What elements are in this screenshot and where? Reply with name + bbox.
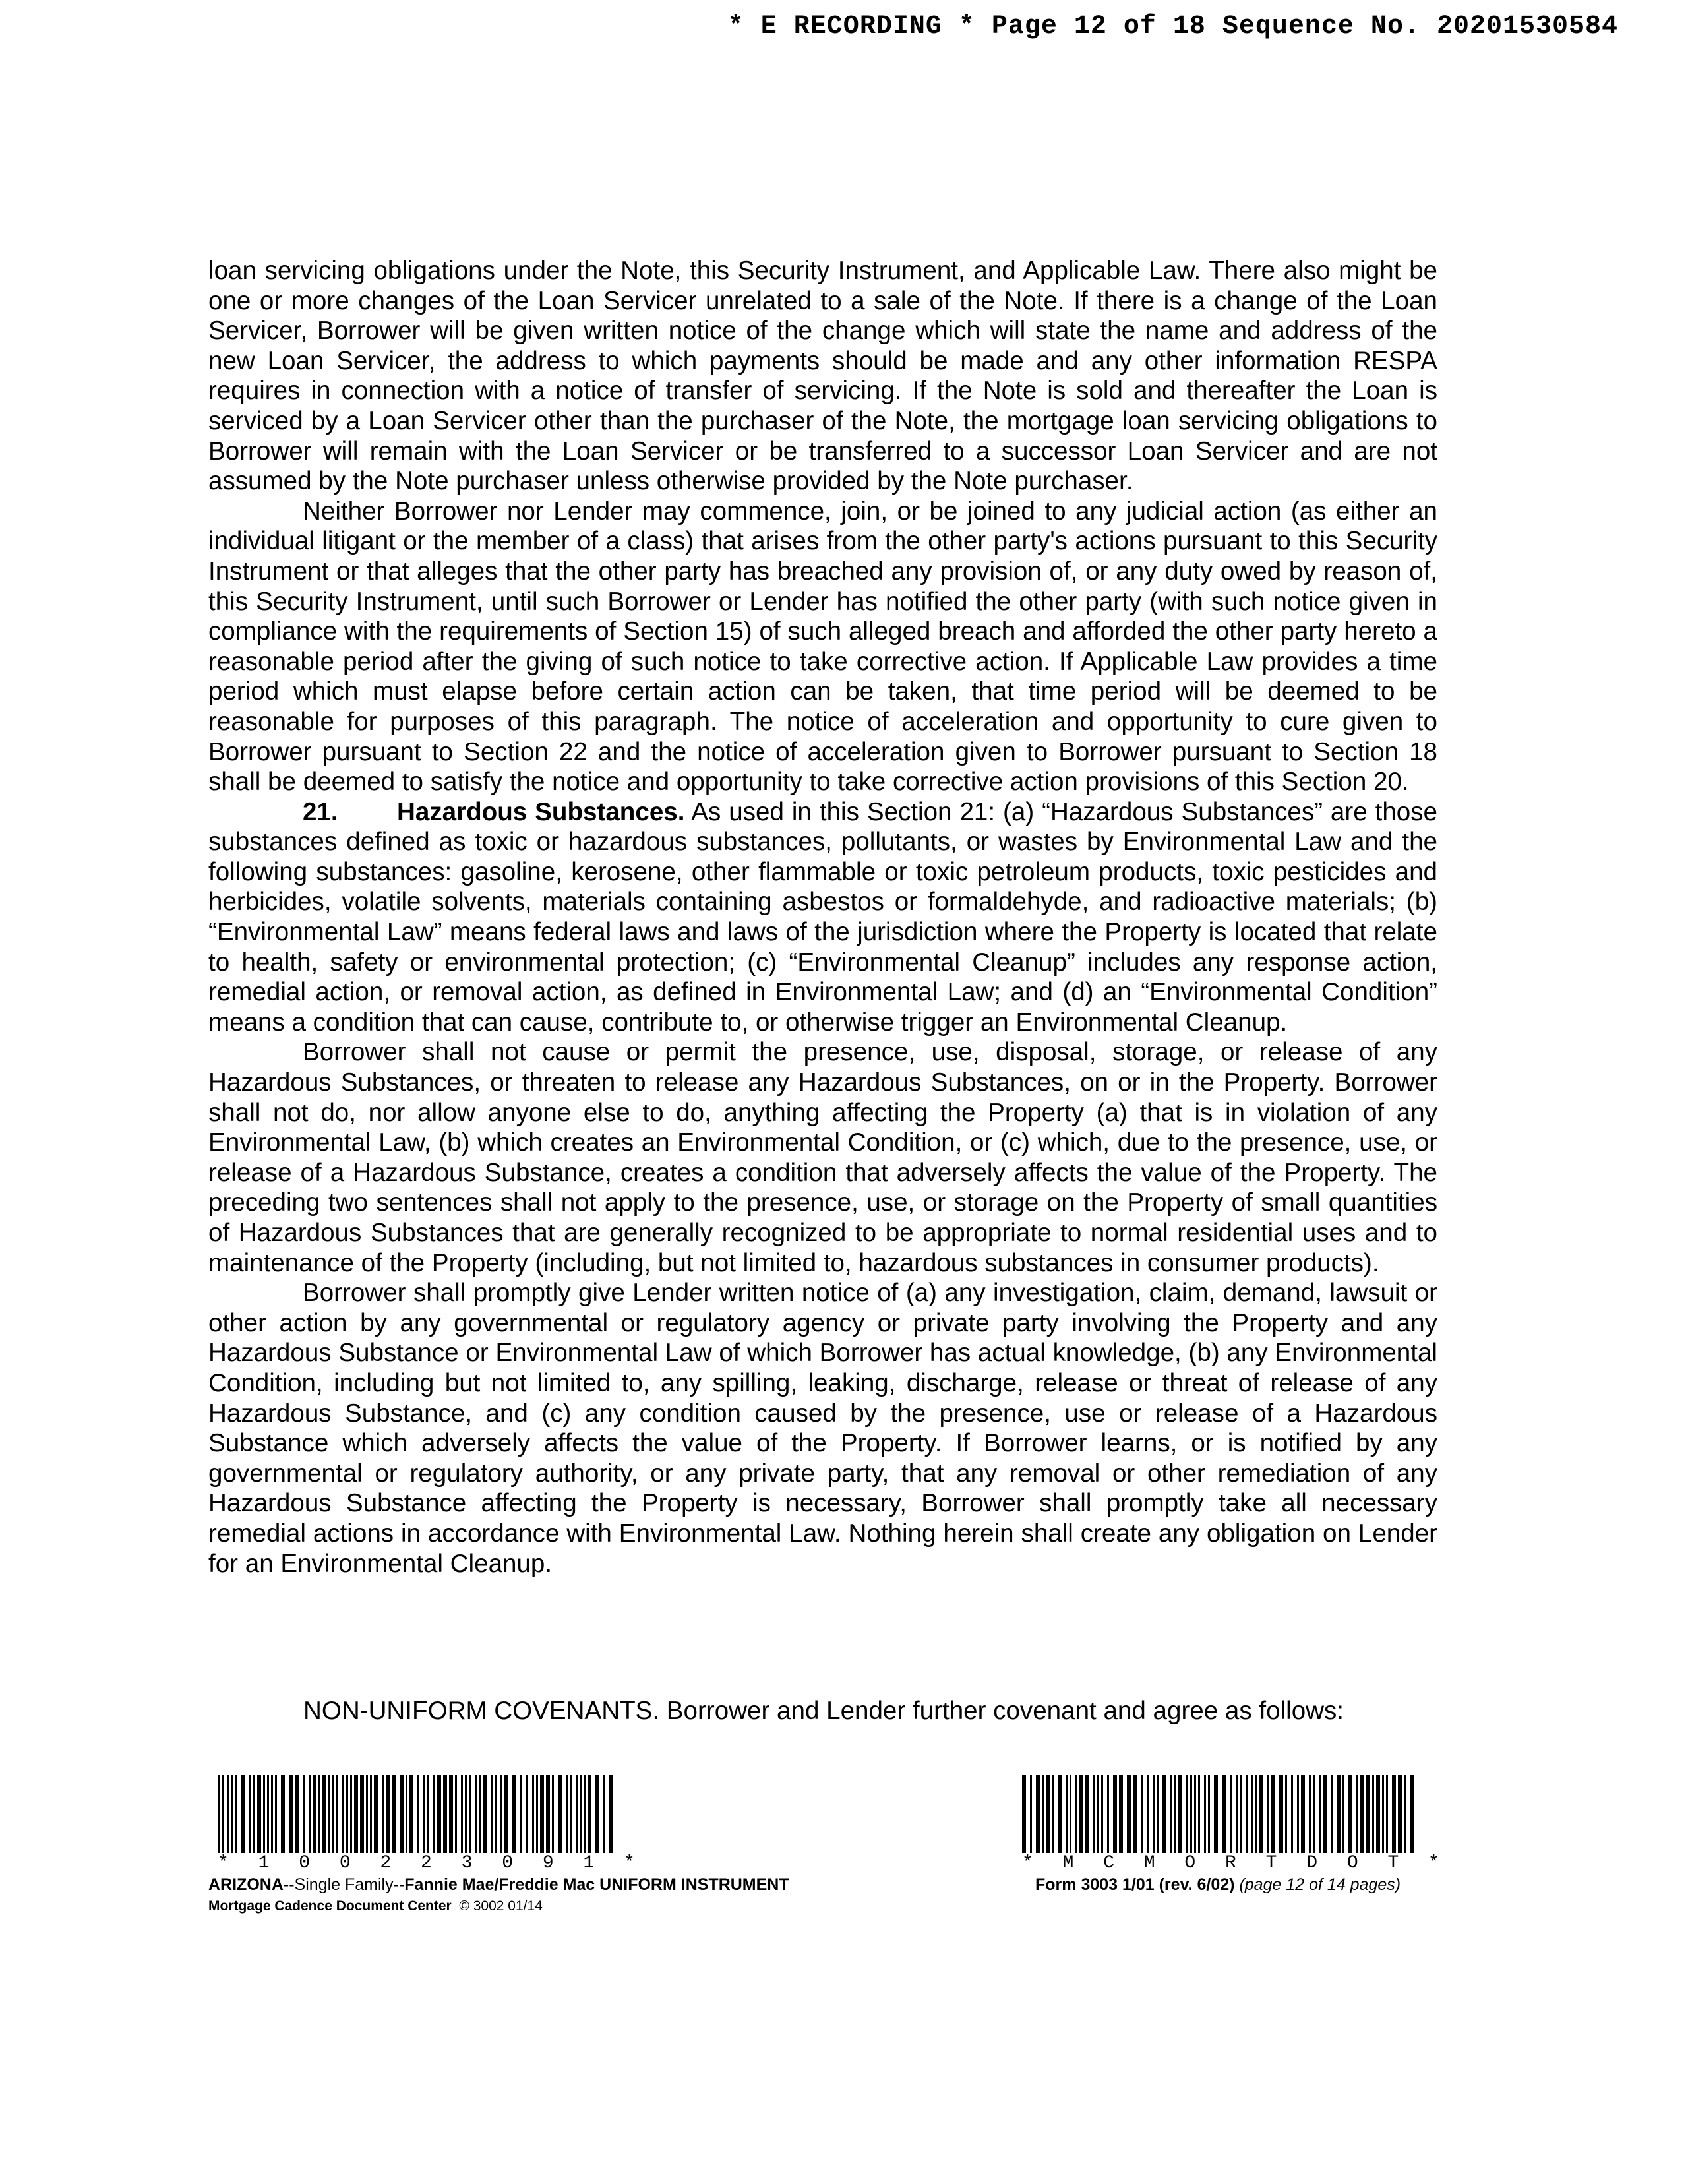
- barcode-bar: [580, 1775, 582, 1853]
- barcode-bar: [386, 1775, 390, 1853]
- barcode-bar: [231, 1775, 233, 1853]
- barcode-bar: [603, 1775, 605, 1853]
- barcode-bar: [1398, 1775, 1402, 1853]
- barcode-bar: [540, 1775, 544, 1853]
- barcode-bar: [257, 1775, 261, 1853]
- barcode-bar: [409, 1775, 413, 1853]
- barcode-bar: [570, 1775, 572, 1853]
- paragraph-judicial-action: Neither Borrower nor Lender may commence, join, or be joined to any judicial action (as either an individual litigant or the member of a class) that arises from the other party's actions pursuant to this Security Instrument or that alleges that the other party has breached any provision of, or any duty owed by reason of, this Security Instrument, until such Borrower or Lender has notified the other party (with such notice given in compliance with the requirements of Section 15) of such alleged breach and afforded the other party hereto a reasonable period after the giving of such notice to take corrective action. If Applicable Law provides a time period which must elapse before certain action can be taken, that time period will be deemed to be reasonable for purposes of this paragraph. The notice of acceleration and opportunity to cure given to Borrower pursuant to Section 22 and the notice of acceleration given to Borrower pursuant to Section 18 shall be deemed to satisfy the notice and opportunity to take corrective action provisions of this Section 20.: [208, 497, 1437, 797]
- barcode-bar: [406, 1775, 407, 1853]
- barcode-bar: [1404, 1775, 1406, 1853]
- section-title: Hazardous Substances.: [397, 797, 685, 826]
- paragraph-borrower-shall-not: Borrower shall not cause or permit the presence, use, disposal, storage, or release of any Hazardous Substances, or threaten to release any Hazardous Substances, on or in the Property. Borrower shall not do, nor allow anyone else to do, anything affecting the Property (a) that is in violation of any Environmental Law, (b) which creates an Environmental Condition, or (c) which, due to the presence, use, or release of a Hazardous Substance, creates a condition that adversely affects the value of the Property. The preceding two sentences shall not apply to the presence, use, or storage on the Property of small quantities of Hazardous Substances that are generally recognized to be appropriate to normal residential uses and to maintenance of the Property (including, but not limited to, hazardous substances in consumer products).: [208, 1038, 1437, 1277]
- barcode-bar: [595, 1775, 599, 1853]
- doc-center-name: Mortgage Cadence Document Center: [208, 1898, 452, 1914]
- barcode-bar: [354, 1775, 358, 1853]
- barcode-bar: [1246, 1775, 1248, 1853]
- barcode-bar: [1285, 1775, 1287, 1853]
- barcode-bar: [1366, 1775, 1370, 1853]
- barcode-bar: [1319, 1775, 1321, 1853]
- barcode-bar: [267, 1775, 269, 1853]
- barcode-bar: [512, 1775, 516, 1853]
- barcode-bar: [1291, 1775, 1293, 1853]
- barcode-bar: [558, 1775, 562, 1853]
- recording-header: * E RECORDING * Page 12 of 18 Sequence No. 20201530584: [727, 12, 1618, 42]
- barcode-bar: [433, 1775, 435, 1853]
- barcode-bar: [520, 1775, 522, 1853]
- footer-title-rest: --Single Family--: [283, 1875, 405, 1894]
- barcode-bar: [271, 1775, 273, 1853]
- barcode-bar: [1386, 1775, 1388, 1853]
- barcode-bar: [1036, 1775, 1040, 1853]
- barcode-left-bars: [218, 1775, 613, 1853]
- barcode-bar: [475, 1775, 477, 1853]
- footer-title: [208, 1875, 934, 1895]
- footer-state: ARIZONA: [208, 1875, 284, 1894]
- barcode-left-caption: * 1 0 0 2 2 3 0 9 1 *: [218, 1853, 644, 1873]
- barcode-bar: [382, 1775, 384, 1853]
- barcode-bar: [1372, 1775, 1374, 1853]
- section-21-text: As used in this Section 21: (a) “Hazardous Substances” are those substances defined as toxic or hazardous substances, pollutants, or wastes by Environmental Law and the following substances: gasoline, kerosene, other flammable or toxic petroleum products, toxic pesticides and herbicides, volatile solvents, materials containing asbestos or formaldehyde, and radioactive materials; (b) “Environmental Law” means federal laws and laws of the jurisdiction where the Property is located that relate to health, safety or environmental protection; (c) “Environmental Cleanup” includes any response action, remedial action, or removal action, as defined in Environmental Law; and (d) an “Environmental Condition” means a condition that can cause, contribute to, or otherwise trigger an Environmental Cleanup.: [208, 797, 1437, 1037]
- form-id-line: [1035, 1875, 1457, 1895]
- barcode-bar: [342, 1775, 344, 1853]
- barcode-bar: [495, 1775, 497, 1853]
- barcode-bar: [1313, 1775, 1315, 1853]
- barcode-bar: [437, 1775, 441, 1853]
- barcode-right-bars: [1022, 1775, 1418, 1853]
- barcode-bar: [423, 1775, 425, 1853]
- barcode-bar: [1141, 1775, 1143, 1853]
- barcode-form-code: [1022, 1775, 1449, 1873]
- barcode-loan-number: [218, 1775, 644, 1873]
- barcode-bar: [289, 1775, 293, 1853]
- barcode-bar: [479, 1775, 481, 1853]
- barcode-bar: [1042, 1775, 1044, 1853]
- barcode-bar: [1251, 1775, 1253, 1853]
- barcode-bar: [1093, 1775, 1095, 1853]
- barcode-bar: [313, 1775, 316, 1853]
- barcode-bar: [1153, 1775, 1155, 1853]
- paragraph-section-21: [208, 797, 1437, 1038]
- barcode-bar: [1208, 1775, 1210, 1853]
- barcode-bar: [253, 1775, 255, 1853]
- barcode-right-caption: * M C M O R T D O T *: [1022, 1853, 1449, 1873]
- barcode-bar: [1410, 1775, 1414, 1853]
- barcode-bar: [1066, 1775, 1068, 1853]
- barcode-bar: [609, 1775, 613, 1853]
- barcode-bar: [1236, 1775, 1238, 1853]
- barcode-bar: [374, 1775, 378, 1853]
- barcode-bar: [1170, 1775, 1172, 1853]
- barcode-bar: [281, 1775, 285, 1853]
- barcode-bar: [1222, 1775, 1226, 1853]
- barcode-bar: [1147, 1775, 1149, 1853]
- barcode-bar: [465, 1775, 467, 1853]
- barcode-bar: [360, 1775, 364, 1853]
- barcode-bar: [1376, 1775, 1380, 1853]
- barcode-bar: [303, 1775, 305, 1853]
- barcode-bar: [417, 1775, 419, 1853]
- barcode-bar: [1157, 1775, 1159, 1853]
- barcode-bar: [1279, 1775, 1283, 1853]
- barcode-bar: [235, 1775, 237, 1853]
- footer-form-info: [1035, 1875, 1457, 1895]
- barcode-bar: [1342, 1775, 1344, 1853]
- barcode-bar: [1382, 1775, 1384, 1853]
- barcode-bar: [1079, 1775, 1083, 1853]
- barcode-bar: [1259, 1775, 1263, 1853]
- barcode-bar: [469, 1775, 471, 1853]
- non-uniform-covenants: NON-UNIFORM COVENANTS. Borrower and Lender further covenant and agree as follows:: [303, 1697, 1344, 1725]
- document-body: [208, 256, 1437, 1579]
- barcode-bar: [1194, 1775, 1196, 1853]
- barcode-bar: [350, 1775, 352, 1853]
- barcode-bar: [392, 1775, 396, 1853]
- barcode-bar: [1058, 1775, 1062, 1853]
- barcode-bar: [504, 1775, 508, 1853]
- barcode-bar: [241, 1775, 245, 1853]
- barcode-bar: [1204, 1775, 1206, 1853]
- barcode-bar: [1133, 1775, 1137, 1853]
- barcode-bar: [443, 1775, 447, 1853]
- barcode-bar: [1113, 1775, 1117, 1853]
- barcode-bar: [1323, 1775, 1327, 1853]
- barcode-bar: [1174, 1775, 1176, 1853]
- barcode-bar: [1075, 1775, 1077, 1853]
- barcode-bar: [1271, 1775, 1275, 1853]
- barcode-bar: [532, 1775, 534, 1853]
- barcode-bar: [249, 1775, 251, 1853]
- barcode-bar: [1348, 1775, 1352, 1853]
- barcode-bar: [1240, 1775, 1242, 1853]
- barcode-bar: [526, 1775, 528, 1853]
- barcode-bar: [588, 1775, 591, 1853]
- barcode-bar: [576, 1775, 578, 1853]
- barcode-bar: [263, 1775, 265, 1853]
- barcode-bar: [1101, 1775, 1103, 1853]
- barcode-bar: [536, 1775, 538, 1853]
- doc-center-code: © 3002 01/14: [459, 1898, 543, 1914]
- barcode-bar: [1267, 1775, 1269, 1853]
- barcode-bar: [1119, 1775, 1123, 1853]
- barcode-bar: [1022, 1775, 1026, 1853]
- barcode-bar: [1127, 1775, 1131, 1853]
- barcode-bar: [566, 1775, 568, 1853]
- barcode-bar: [1356, 1775, 1358, 1853]
- barcode-bar: [449, 1775, 453, 1853]
- footer-instrument-info: [208, 1875, 934, 1914]
- page-of-pages: (page 12 of 14 pages): [1239, 1875, 1401, 1894]
- barcode-bar: [1297, 1775, 1299, 1853]
- barcode-bar: [546, 1775, 550, 1853]
- barcode-bar: [366, 1775, 368, 1853]
- barcode-bar: [1309, 1775, 1311, 1853]
- barcode-bar: [309, 1775, 311, 1853]
- paragraph-loan-servicer: loan servicing obligations under the Note, this Security Instrument, and Applicable Law. There also might be one or more changes of the Loan Servicer unrelated to a sale of the Note. If there is a change of the Loan Servicer, Borrower will be given written notice of the change which will state the name and address of the new Loan Servicer, the address to which payments should be made and any other information RESPA requires in connection with a notice of transfer of servicing. If the Note is sold and thereafter the Loan is serviced by a Loan Servicer other than the purchaser of the Note, the mortgage loan servicing obligations to Borrower will remain with the Loan Servicer or be transferred to a successor Loan Servicer and are not assumed by the Note purchaser unless otherwise provided by the Note purchaser.: [208, 257, 1437, 496]
- barcode-bar: [328, 1775, 330, 1853]
- barcode-bar: [1255, 1775, 1257, 1853]
- barcode-bar: [1097, 1775, 1099, 1853]
- barcode-bar: [483, 1775, 487, 1853]
- section-number: 21.: [303, 797, 338, 826]
- barcode-bar: [295, 1775, 299, 1853]
- barcode-bar: [584, 1775, 586, 1853]
- barcode-bar: [1301, 1775, 1305, 1853]
- barcode-bar: [1052, 1775, 1054, 1853]
- footer-doc-center: [208, 1898, 934, 1914]
- barcode-bar: [1162, 1775, 1166, 1853]
- barcode-bar: [222, 1775, 224, 1853]
- barcode-bar: [1337, 1775, 1341, 1853]
- paragraph-borrower-notice: Borrower shall promptly give Lender written notice of (a) any investigation, claim, demand, lawsuit or other action by any governmental or regulatory agency or private party involving the Property and any Hazardous Substance or Environmental Law of which Borrower has actual knowledge, (b) any Environmental Condition, including but not limited to, any spilling, leaking, discharge, release or threat of release of any Hazardous Substance, and (c) any condition caused by the presence, use or release of a Hazardous Substance which adversely affects the value of the Property. If Borrower learns, or is notified by any governmental or regulatory authority, or any private party, that any removal or other remediation of any Hazardous Substance affecting the Property is necessary, Borrower shall promptly take all necessary remedial actions in accordance with Environmental Law. Nothing herein shall create any obligation on Lender for an Environmental Cleanup.: [208, 1279, 1437, 1578]
- barcode-bar: [1360, 1775, 1364, 1853]
- barcode-bar: [1046, 1775, 1050, 1853]
- barcode-bar: [1230, 1775, 1232, 1853]
- barcode-bar: [400, 1775, 404, 1853]
- barcode-bar: [1198, 1775, 1200, 1853]
- barcode-bar: [1107, 1775, 1109, 1853]
- barcode-bar: [346, 1775, 348, 1853]
- barcode-bar: [227, 1775, 229, 1853]
- barcode-bar: [455, 1775, 457, 1853]
- barcode-bar: [322, 1775, 326, 1853]
- barcode-bar: [1392, 1775, 1396, 1853]
- barcode-bar: [1030, 1775, 1032, 1853]
- footer-title-bold: Fannie Mae/Freddie Mac UNIFORM INSTRUMENT: [404, 1875, 789, 1894]
- barcode-bar: [461, 1775, 463, 1853]
- barcode-bar: [1331, 1775, 1333, 1853]
- barcode-bar: [1190, 1775, 1192, 1853]
- barcode-bar: [427, 1775, 429, 1853]
- barcode-bar: [336, 1775, 338, 1853]
- barcode-bar: [1085, 1775, 1089, 1853]
- form-id: Form 3003 1/01 (rev. 6/02): [1035, 1875, 1235, 1894]
- barcode-bar: [500, 1775, 502, 1853]
- barcode-bar: [1186, 1775, 1188, 1853]
- barcode-bar: [1214, 1775, 1218, 1853]
- barcode-bar: [275, 1775, 277, 1853]
- barcode-bar: [491, 1775, 493, 1853]
- barcode-bar: [332, 1775, 334, 1853]
- barcode-bar: [1070, 1775, 1071, 1853]
- barcode-bar: [370, 1775, 372, 1853]
- barcode-bar: [218, 1775, 220, 1853]
- barcode-bar: [1178, 1775, 1182, 1853]
- barcode-bar: [318, 1775, 320, 1853]
- barcode-bar: [552, 1775, 554, 1853]
